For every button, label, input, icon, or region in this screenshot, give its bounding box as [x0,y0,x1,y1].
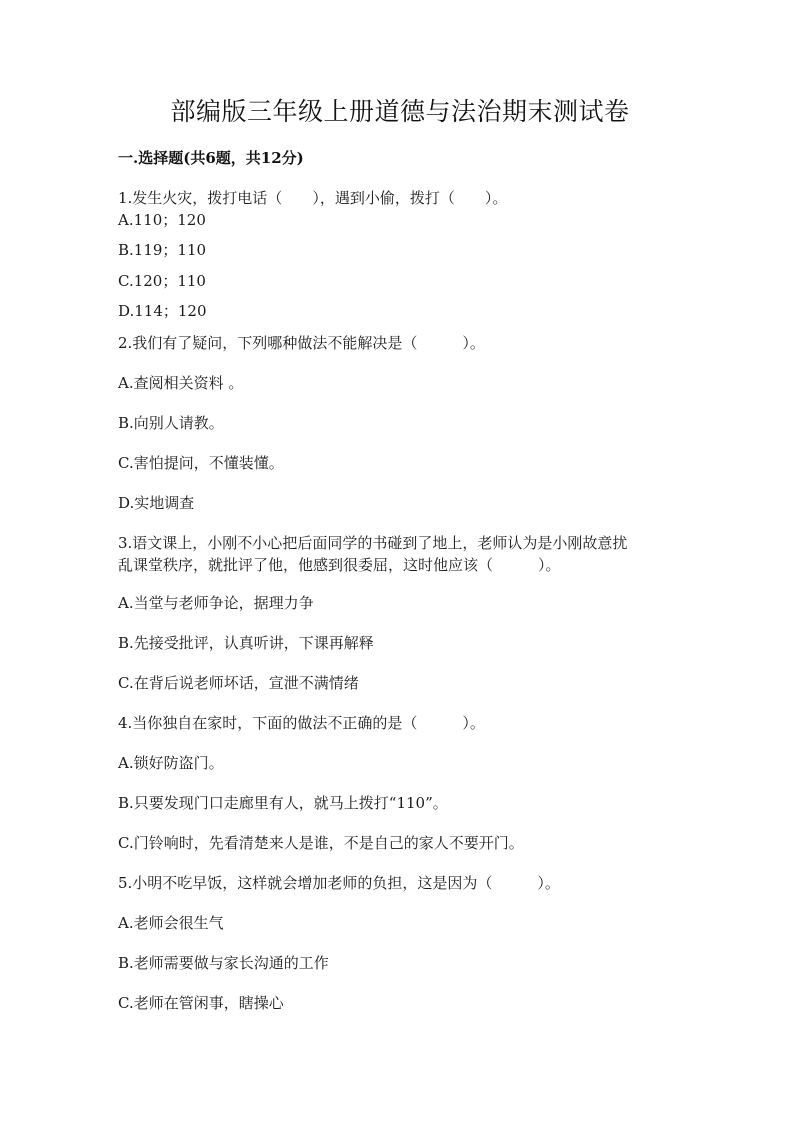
question-1-option-d: D.114；120 [118,302,207,320]
section-heading: 一.选择题(共6题，共12分) [118,149,304,167]
question-4-stem: 4.当你独自在家时，下面的做法不正确的是（ ）。 [118,714,485,732]
question-4-option-b: B.只要发现门口走廊里有人，就马上拨打“110”。 [118,794,448,812]
question-3-option-b: B.先接受批评，认真听讲，下课再解释 [118,634,374,652]
question-1-option-c: C.120；110 [118,272,206,290]
question-4-option-a: A.锁好防盗门。 [118,754,224,772]
page-title: 部编版三年级上册道德与法治期末测试卷 [170,97,630,126]
question-4-option-c: C.门铃响时，先看清楚来人是谁，不是自己的家人不要开门。 [118,834,524,852]
question-3-option-a: A.当堂与老师争论，据理力争 [118,594,314,612]
question-5-option-c: C.老师在管闲事，瞎操心 [118,994,284,1012]
question-2-option-c: C.害怕提问，不懂装懂。 [118,454,284,472]
question-2-option-b: B.向别人请教。 [118,414,224,432]
question-2-stem: 2.我们有了疑问，下列哪种做法不能解决是（ ）。 [118,334,485,352]
question-5-option-a: A.老师会很生气 [118,914,224,932]
question-3-stem-line-1: 3.语文课上，小刚不小心把后面同学的书碰到了地上，老师认为是小刚故意扰 [118,534,628,552]
question-5-option-b: B.老师需要做与家长沟通的工作 [118,954,329,972]
question-1-option-b: B.119；110 [118,241,207,259]
question-3-option-c: C.在背后说老师坏话，宣泄不满情绪 [118,674,359,692]
question-1-option-a: A.110；120 [118,211,206,229]
question-2-option-d: D.实地调查 [118,494,195,512]
question-3-stem-line-2: 乱课堂秩序，就批评了他，他感到很委屈，这时他应该（ ）。 [118,556,561,574]
question-2-option-a: A.查阅相关资料 。 [118,374,244,392]
question-1-stem: 1.发生火灾，拨打电话（ ），遇到小偷，拨打（ ）。 [118,189,508,207]
question-5-stem: 5.小明不吃早饭，这样就会增加老师的负担，这是因为（ ）。 [118,874,560,892]
